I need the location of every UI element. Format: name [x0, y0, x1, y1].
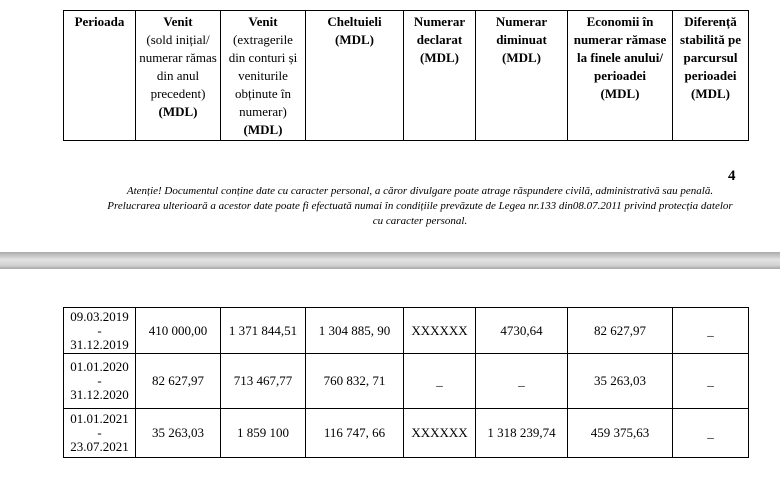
header-unit: (MDL) — [420, 50, 459, 65]
cell-venit-sold-initial: 82 627,97 — [136, 354, 221, 409]
period-dash: - — [97, 373, 102, 388]
cell-diferenta: _ — [673, 409, 749, 458]
period-start: 01.01.2021 — [70, 411, 129, 426]
header-subtitle: (sold inițial/ numerar rămas din anul precedent) — [139, 32, 217, 101]
header-unit: (MDL) — [502, 50, 541, 65]
cell-economii: 459 375,63 — [568, 409, 673, 458]
period-start: 01.01.2020 — [70, 359, 129, 374]
header-title: Diferență stabilită pe parcursul perioadei — [679, 14, 742, 83]
header-unit: (MDL) — [600, 86, 640, 101]
period-cell — [64, 409, 136, 458]
cell-cheltuieli: 1 304 885, 90 — [306, 308, 404, 354]
page-number: 4 — [728, 168, 736, 184]
header-cell-diferenta — [673, 11, 749, 141]
header-cell-economii — [568, 11, 673, 141]
table-row — [64, 354, 749, 409]
cell-venit-sold-initial: 410 000,00 — [136, 308, 221, 354]
period-dash: - — [97, 322, 102, 338]
cell-numerar-diminuat: 4730,64 — [476, 308, 568, 354]
declaration-header-table — [63, 10, 749, 141]
cell-venit-sold-initial: 35 263,03 — [136, 409, 221, 458]
period-cell — [64, 354, 136, 409]
cell-venit-extrageri: 1 859 100 — [221, 409, 306, 458]
cell-numerar-declarat: XXXXXX — [404, 409, 476, 458]
header-cell-venit-sold-initial — [136, 11, 221, 141]
cell-numerar-diminuat: _ — [476, 354, 568, 409]
header-title: Venit — [163, 14, 193, 29]
notice-line-2: Prelucrarea ulterioară a acestor date poate fi efectuată numai în condițiile prevăzute de Legea nr.133 din08.07.2011 privind protecția datelor — [107, 200, 733, 212]
period-start: 09.03.2019 — [70, 308, 129, 324]
notice-line-3: cu caracter personal. — [372, 215, 468, 227]
cell-venit-extrageri: 1 371 844,51 — [221, 308, 306, 354]
cell-cheltuieli: 760 832, 71 — [306, 354, 404, 409]
header-title: Numerar declarat — [413, 14, 466, 47]
header-unit: (MDL) — [335, 32, 374, 47]
header-cell-perioada — [64, 11, 136, 141]
table-row — [64, 409, 749, 458]
header-title: Economii în numerar rămase la finele anului/ perioadei — [573, 14, 667, 83]
period-end: 31.12.2020 — [70, 387, 129, 402]
header-cell-numerar-declarat — [404, 11, 476, 141]
header-title: Venit — [248, 14, 278, 29]
cell-numerar-diminuat: 1 318 239,74 — [476, 409, 568, 458]
cell-economii: 35 263,03 — [568, 354, 673, 409]
table-row — [64, 308, 749, 354]
header-title: Numerar diminuat — [495, 14, 548, 47]
cell-numerar-declarat: XXXXXX — [404, 308, 476, 354]
cell-cheltuieli: 116 747, 66 — [306, 409, 404, 458]
cell-diferenta: _ — [673, 354, 749, 409]
cell-venit-extrageri: 713 467,77 — [221, 354, 306, 409]
page-separator — [0, 252, 780, 269]
header-unit: (MDL) — [158, 104, 198, 119]
period-end: 23.07.2021 — [70, 439, 129, 454]
cell-economii: 82 627,97 — [568, 308, 673, 354]
period-end: 31.12.2019 — [70, 336, 129, 352]
header-cell-venit-extrageri — [221, 11, 306, 141]
header-subtitle: (extragerile din conturi și veniturile obținute în numerar) — [228, 32, 298, 119]
period-cell — [64, 308, 136, 354]
header-unit: (MDL) — [243, 122, 283, 137]
personal-data-notice — [70, 184, 770, 229]
header-unit: (MDL) — [691, 86, 730, 101]
period-dash: - — [97, 425, 102, 440]
notice-line-1: Atenție! Documentul conține date cu caracter personal, a căror divulgare poate atrage răspundere civilă, administrativă sau penală. — [126, 185, 714, 197]
table-header-row — [64, 11, 749, 141]
header-cell-numerar-diminuat — [476, 11, 568, 141]
header-cell-cheltuieli — [306, 11, 404, 141]
header-title: Perioada — [74, 14, 125, 29]
declaration-data-table — [63, 307, 749, 458]
cell-diferenta: _ — [673, 308, 749, 354]
header-title: Cheltuieli — [327, 14, 382, 29]
cell-numerar-declarat: _ — [404, 354, 476, 409]
